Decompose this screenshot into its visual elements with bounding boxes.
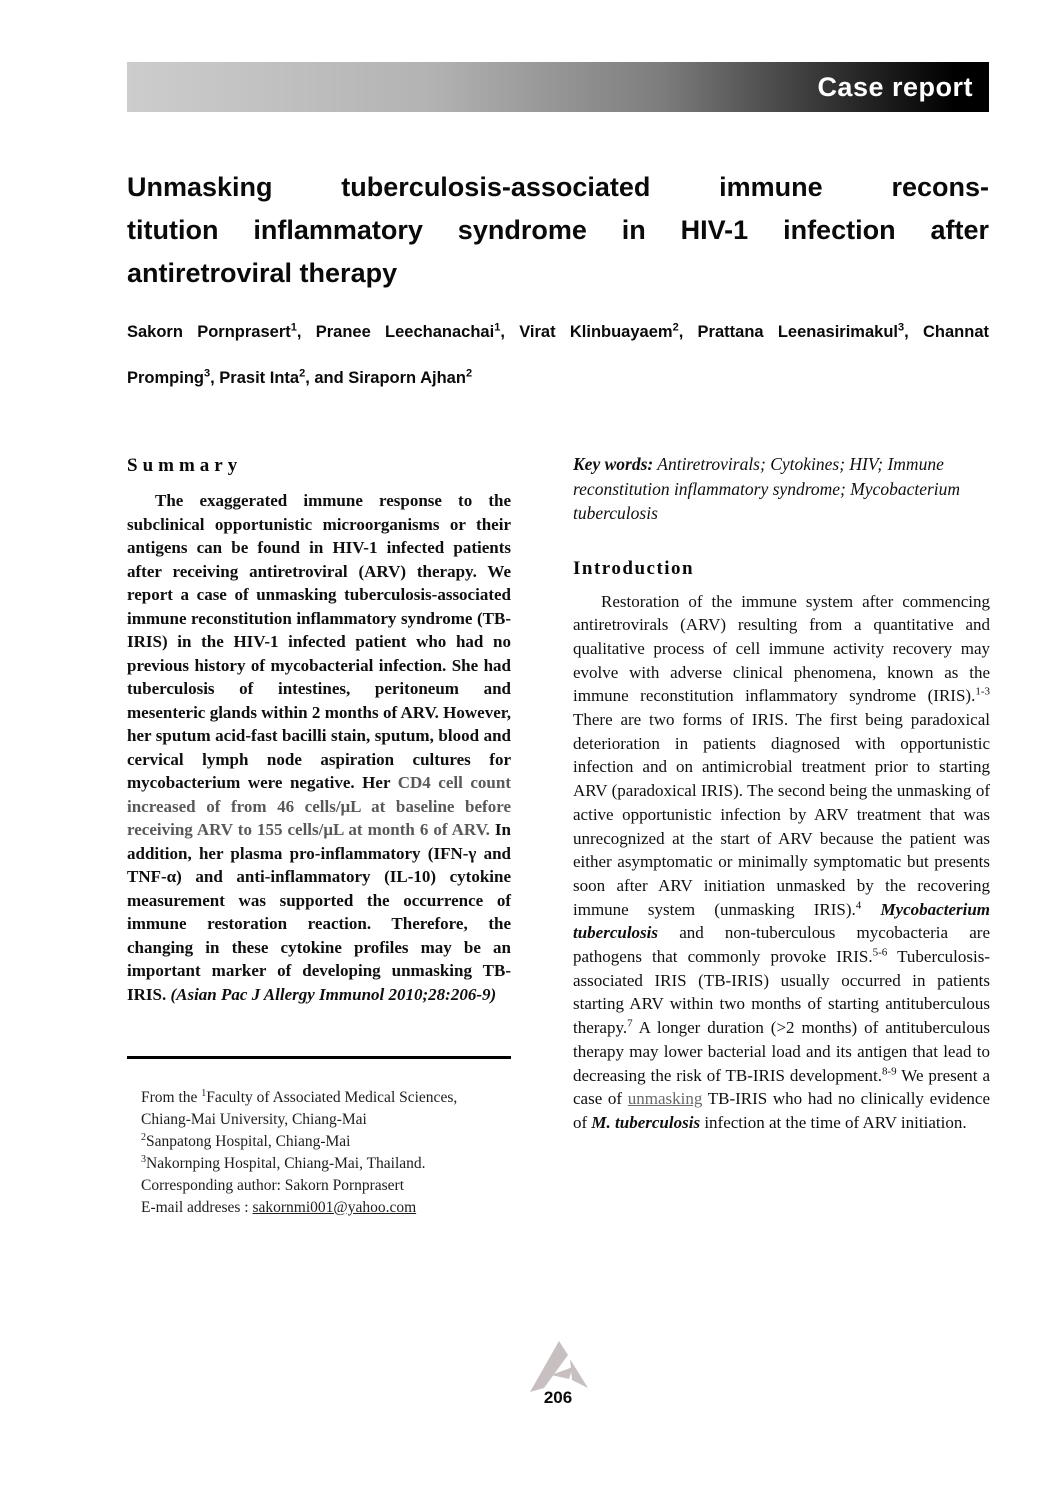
introduction-heading: Introduction xyxy=(573,557,695,579)
intro-text-part: There are two forms of IRIS. The first being paradoxical deterioration in patients diagnosed with opportunistic infection and on antimicrobial treatment prior to starting ARV (paradoxical IRIS). The second being the unmasking of active opportunistic infection by ARV treatment that was unrecognized at the start of ARV because the patient was either asymptomatic or minimally symptomatic but presents soon after ARV initiation unmasked by the recovering immune system (unmasking IRIS). xyxy=(573,710,990,919)
summary-text-part: The exaggerated immune response to the subclinical opportunistic microorganisms or their antigens can be found in HIV-1 infected patients after receiving antiretroviral (ARV) therapy. We report a case of unmasking tuberculosis-associated immune reconstitution inflammatory syndrome (TB-IRIS) in the HIV-1 infected patient who had no previous history of mycobacterial infection. She had tuberculosis of intestines, peritoneum and mesenteric glands within 2 months of ARV. However, her sputum acid-fast bacilli stain, sputum, blood and cervical lymph node aspiration cultures for mycobacterium were negative. Her xyxy=(127,491,511,792)
article-title-line: Unmasking tuberculosis-associated immune recons- xyxy=(127,172,989,202)
affiliation-line xyxy=(141,1153,511,1175)
footnote xyxy=(127,1087,511,1219)
author-affiliation-sup: 3 xyxy=(204,367,211,380)
author-name: , Prattana Leenasirimakul xyxy=(678,323,898,341)
author-line xyxy=(127,366,989,390)
email-label: E-mail addreses : xyxy=(141,1199,253,1216)
keywords-text: Antiretrovirals; Cytokines; HIV; Immune reconstitution inflammatory syndrome; Mycobacterium tuberculosis xyxy=(573,454,961,523)
affiliation-sup: 3 xyxy=(141,1153,146,1165)
author-name: , Virat Klinbuayaem xyxy=(500,323,673,341)
author-line xyxy=(127,320,989,344)
article-title xyxy=(127,166,989,295)
email-link[interactable]: sakornmi001@yahoo.com xyxy=(252,1199,417,1216)
footnote-divider xyxy=(127,1056,511,1059)
unmasking-underlined: unmasking xyxy=(627,1089,703,1109)
intro-text-part: and non-tuberculous mycobacteria are pathogens that commonly provoke IRIS. xyxy=(573,923,990,967)
intro-text-part: We present a case of xyxy=(573,1065,990,1109)
author-affiliation-sup: 2 xyxy=(672,321,679,334)
case-report-banner xyxy=(127,62,989,112)
author-name: Sakorn Pornprasert xyxy=(127,323,291,341)
author-affiliation-sup: 3 xyxy=(898,321,905,334)
cd4-count-text: CD4 cell count increased of from 46 cells/μL at baseline before receiving ARV to 155 cells/μL at month 6 of ARV. xyxy=(127,773,511,839)
article-title-line: antiretroviral therapy xyxy=(127,258,398,288)
intro-text-part: Restoration of the immune system after commencing antiretrovirals (ARV) resulting from a quantitative and qualitative process of cell immune activity recovery may evolve with adverse clinical phenomena, known as the immune reconstitution inflammatory syndrome (IRIS). xyxy=(573,591,990,706)
intro-text-part xyxy=(861,900,880,919)
species-name: Mycobacterium tuberculosis xyxy=(573,899,991,943)
article-title-line: titution inflammatory syndrome in HIV-1 infection after xyxy=(127,215,989,245)
main-column xyxy=(573,452,990,1135)
intro-text-part: A longer duration (>2 months) of antituberculous therapy may lower bacterial load and its antigen that lead to decreasing the risk of TB-IRIS development. xyxy=(573,1018,990,1085)
page-number: 206 xyxy=(543,1388,573,1407)
reference-superscript: 7 xyxy=(627,1017,633,1030)
journal-logo xyxy=(524,1336,596,1394)
author-name: , and Siraporn Ajhan xyxy=(305,369,466,387)
summary-heading: Summary xyxy=(127,455,243,476)
journal-citation: (Asian Pac J Allergy Immunol 2010;28:206-9) xyxy=(170,984,497,1004)
reference-superscript: 4 xyxy=(855,898,862,911)
summary-text-part: In addition, her plasma pro-inflammatory (IFN-γ and TNF-α) and anti-inflammatory (IL-10) cytokine measurement was supported the occurrence of immune restoration reaction. Therefore, the changing in these cytokine profiles may be an important marker of developing unmasking TB-IRIS. xyxy=(127,820,511,1004)
email-line xyxy=(141,1197,511,1219)
intro-text-part: TB-IRIS who had no clinically evidence of xyxy=(573,1089,991,1132)
author-affiliation-sup: 1 xyxy=(290,321,297,334)
author-name: , Channat xyxy=(904,323,989,341)
author-name: , Prasit Inta xyxy=(210,369,300,387)
affiliation-text: Sanpatong Hospital, Chiang-Mai xyxy=(146,1133,351,1150)
author-affiliation-sup: 2 xyxy=(465,367,473,380)
keywords xyxy=(573,452,990,526)
intro-text-part: Tuberculosis-associated IRIS (TB-IRIS) usually occurred in patients starting ARV within two months of starting antituberculous therapy. xyxy=(573,947,990,1038)
affiliation-text: Nakornping Hospital, Chiang-Mai, Thailand. xyxy=(146,1155,426,1172)
intro-text-part: infection at the time of ARV initiation. xyxy=(700,1112,967,1132)
author-name: , Pranee Leechanachai xyxy=(296,323,495,341)
author-affiliation-sup: 2 xyxy=(299,367,306,380)
affiliation-line xyxy=(141,1087,511,1131)
species-name: M. tuberculosis xyxy=(591,1112,701,1132)
author-list xyxy=(127,320,989,390)
affiliation-text: Faculty of Associated Medical Sciences, Chiang-Mai University, Chiang-Mai xyxy=(141,1089,458,1128)
reference-superscript: 5-6 xyxy=(872,946,888,959)
reference-superscript: 8-9 xyxy=(881,1064,897,1077)
introduction-text xyxy=(573,590,990,1135)
affiliation-line xyxy=(141,1131,511,1153)
affiliation-text: From the xyxy=(141,1089,202,1106)
author-name: Promping xyxy=(127,369,204,387)
summary-text xyxy=(127,489,511,1006)
corresponding-author-line: Corresponding author: Sakorn Pornprasert xyxy=(141,1177,405,1194)
author-affiliation-sup: 1 xyxy=(494,321,501,334)
reference-superscript: 1-3 xyxy=(975,685,990,698)
affiliation-sup: 1 xyxy=(201,1087,207,1099)
banner-label: Case report xyxy=(817,71,973,102)
affiliation-sup: 2 xyxy=(141,1131,146,1143)
keywords-label: Key words: xyxy=(573,454,654,474)
summary-section xyxy=(127,455,511,1219)
